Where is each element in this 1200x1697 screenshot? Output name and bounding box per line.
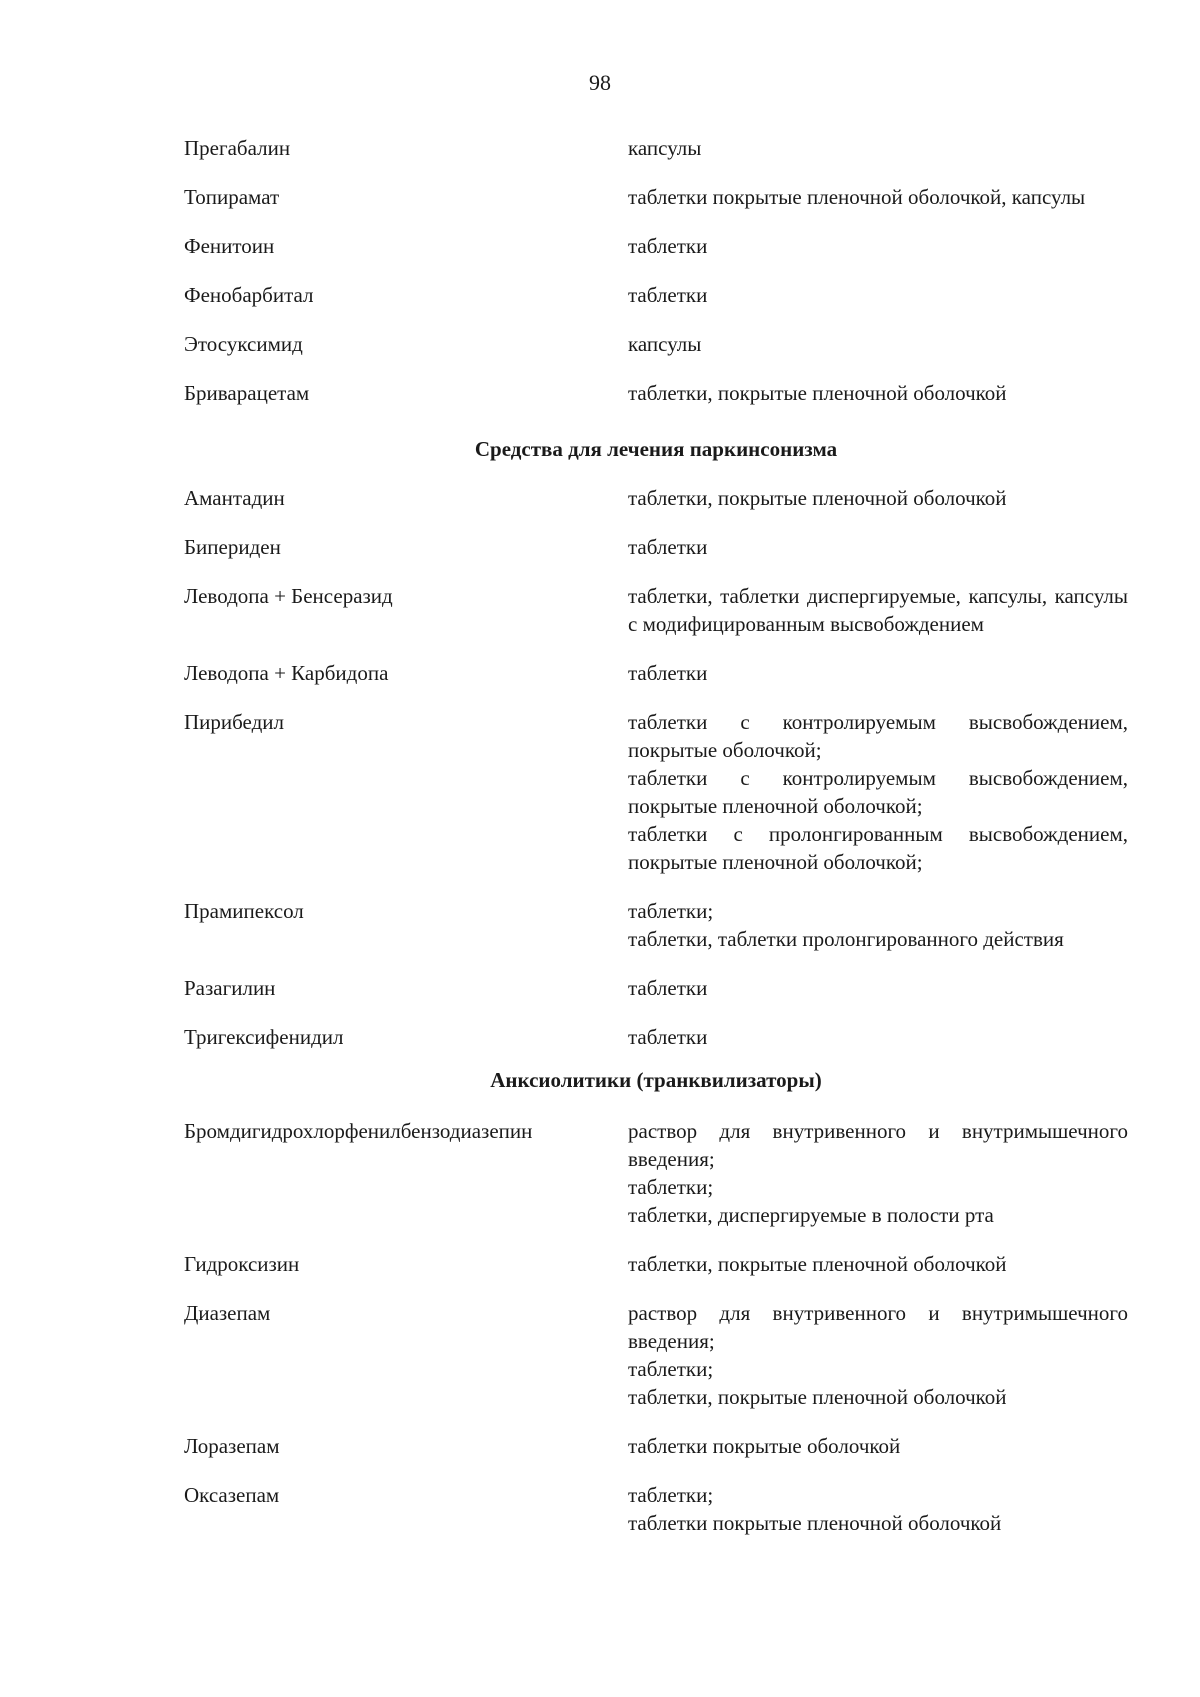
dosage-form	[628, 1117, 1128, 1229]
section-heading: Анксиолитики (транквилизаторы)	[490, 1068, 822, 1092]
section-heading: Средства для лечения паркинсонизма	[474, 437, 838, 461]
dosage-form	[628, 974, 1128, 1002]
dosage-form-line: таблетки, покрытые пленочной оболочкой	[628, 1385, 1007, 1409]
drug-name: Леводопа + Бенсеразид	[184, 584, 393, 608]
dosage-form-line: таблетки, диспергируемые в полости рта	[628, 1203, 994, 1227]
dosage-form-line: таблетки;	[628, 1483, 714, 1507]
dosage-form-line: капсулы	[628, 332, 702, 356]
dosage-form	[628, 1250, 1128, 1278]
drug-name: Лоразепам	[184, 1434, 280, 1458]
drug-row	[184, 484, 1128, 512]
drug-row	[184, 134, 1128, 162]
dosage-form-line: таблетки покрытые пленочной оболочкой	[628, 1511, 1002, 1535]
drug-row	[184, 379, 1128, 407]
drug-name: Бипериден	[184, 535, 281, 559]
dosage-form-line: таблетки;	[628, 1357, 714, 1381]
drug-name: Оксазепам	[184, 1483, 280, 1507]
dosage-form-line: таблетки, покрытые пленочной оболочкой	[628, 486, 1007, 510]
section-anticonvulsants-continued	[184, 134, 1128, 407]
drug-name: Гидроксизин	[184, 1252, 300, 1276]
drug-name: Бромдигидрохлорфенилбензодиазепин	[184, 1119, 533, 1143]
drug-name: Диазепам	[184, 1301, 271, 1325]
dosage-form-line: таблетки с пролонгированным высвобождением, покрытые пленочной оболочкой;	[628, 822, 1128, 874]
drug-row	[184, 330, 1128, 358]
dosage-form-line: капсулы	[628, 136, 702, 160]
drug-row	[184, 232, 1128, 260]
dosage-form	[628, 1023, 1128, 1051]
drug-name: Фенобарбитал	[184, 283, 314, 307]
dosage-form-line: таблетки	[628, 976, 708, 1000]
dosage-form-line: таблетки	[628, 283, 708, 307]
drug-name: Леводопа + Карбидопа	[184, 661, 389, 685]
dosage-form	[628, 897, 1128, 953]
dosage-form	[628, 582, 1128, 638]
drug-name: Фенитоин	[184, 234, 275, 258]
dosage-form-line: таблетки	[628, 234, 708, 258]
dosage-form-line: таблетки	[628, 661, 708, 685]
dosage-form-line: таблетки	[628, 1025, 708, 1049]
drug-row	[184, 708, 1128, 876]
drug-row	[184, 582, 1128, 638]
dosage-form-line: таблетки, таблетки пролонгированного действия	[628, 927, 1064, 951]
dosage-form	[628, 134, 1128, 162]
dosage-form	[628, 183, 1128, 211]
drug-row	[184, 183, 1128, 211]
drug-name: Бриварацетам	[184, 381, 310, 405]
drug-name: Этосуксимид	[184, 332, 303, 356]
section-anxiolytics	[184, 1066, 1128, 1537]
drug-name: Пирибедил	[184, 710, 284, 734]
dosage-form	[628, 330, 1128, 358]
dosage-form-line: таблетки;	[628, 1175, 714, 1199]
drug-name: Разагилин	[184, 976, 276, 1000]
dosage-form-line: таблетки с контролируемым высвобождением, покрытые оболочкой;	[628, 710, 1128, 762]
page-number: 98	[589, 70, 611, 95]
drug-row	[184, 1299, 1128, 1411]
drug-row	[184, 1117, 1128, 1229]
drug-name: Прегабалин	[184, 136, 291, 160]
section-parkinsonism	[184, 435, 1128, 1051]
dosage-form	[628, 1299, 1128, 1411]
dosage-form	[628, 1432, 1128, 1460]
dosage-form	[628, 484, 1128, 512]
dosage-form	[628, 659, 1128, 687]
dosage-form	[628, 533, 1128, 561]
dosage-form	[628, 281, 1128, 309]
dosage-form-line: раствор для внутривенного и внутримышечного введения;	[628, 1119, 1128, 1171]
drug-row	[184, 974, 1128, 1002]
dosage-form	[628, 708, 1128, 876]
dosage-form-line: таблетки покрытые пленочной оболочкой, капсулы	[628, 185, 1086, 209]
drug-row	[184, 659, 1128, 687]
dosage-form	[628, 232, 1128, 260]
drug-row	[184, 1481, 1128, 1537]
dosage-form-line: таблетки, покрытые пленочной оболочкой	[628, 381, 1007, 405]
dosage-form-line: таблетки;	[628, 899, 714, 923]
dosage-form-line: таблетки покрытые оболочкой	[628, 1434, 901, 1458]
drug-name: Прамипексол	[184, 899, 304, 923]
dosage-form-line: таблетки с контролируемым высвобождением, покрытые пленочной оболочкой;	[628, 766, 1128, 818]
dosage-form-line: таблетки, таблетки диспергируемые, капсулы, капсулы с модифицированным высвобождением	[628, 584, 1128, 636]
dosage-form	[628, 379, 1128, 407]
drug-name: Амантадин	[184, 486, 285, 510]
drug-row	[184, 1023, 1128, 1051]
drug-row	[184, 281, 1128, 309]
dosage-form-line: таблетки	[628, 535, 708, 559]
drug-name: Топирамат	[184, 185, 280, 209]
drug-row	[184, 897, 1128, 953]
drug-list	[184, 134, 1128, 1558]
dosage-form-line: таблетки, покрытые пленочной оболочкой	[628, 1252, 1007, 1276]
drug-row	[184, 1432, 1128, 1460]
drug-row	[184, 1250, 1128, 1278]
drug-name: Тригексифенидил	[184, 1025, 344, 1049]
dosage-form-line: раствор для внутривенного и внутримышечного введения;	[628, 1301, 1128, 1353]
drug-row	[184, 533, 1128, 561]
dosage-form	[628, 1481, 1128, 1537]
